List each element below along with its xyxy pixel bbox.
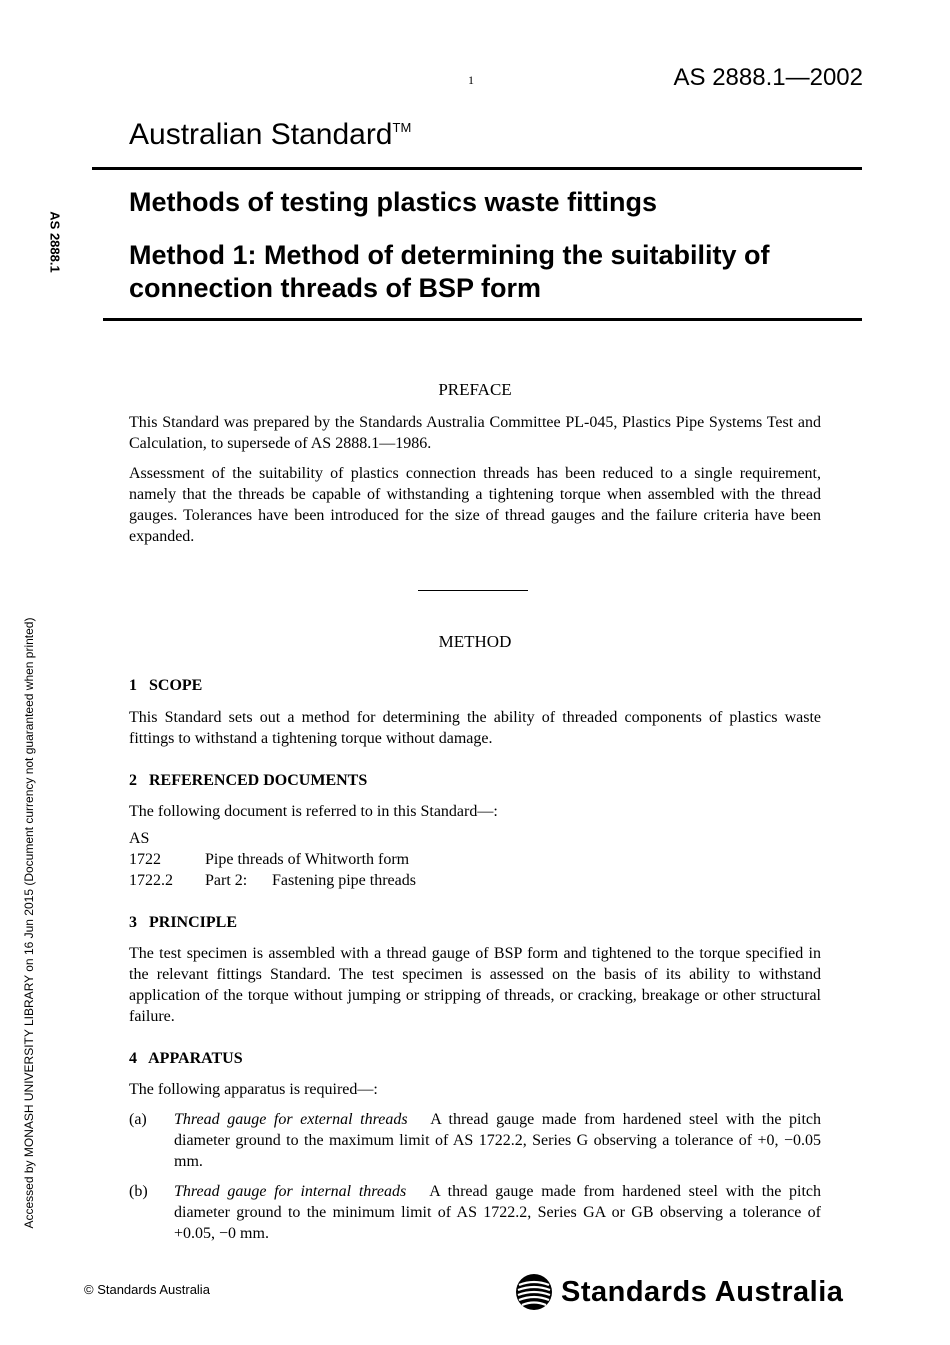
standard-type — [129, 118, 411, 152]
page-number: 1 — [468, 73, 474, 87]
apparatus-item — [129, 1109, 821, 1172]
section-heading-apparatus: 4 APPARATUS — [129, 1050, 243, 1067]
reference-title: Pipe threads of Whitworth form — [205, 851, 410, 868]
reference-title: Fastening pipe threads — [272, 872, 416, 889]
side-document-id: AS 2888.1 — [47, 211, 63, 273]
standards-australia-logo-icon — [515, 1273, 553, 1311]
item-text: A thread gauge made from hardened steel with the pitch diameter ground to the maximum limit of AS 1722.2, Series G observing a tolerance of +0, −0.05 mm. — [174, 1111, 822, 1170]
reference-code: 1722 — [129, 851, 161, 868]
preface-paragraph: This Standard was prepared by the Standards Australia Committee PL-045, Plastics Pipe Systems Test and Calculation, to supersede of AS 2888.1—1986. — [129, 414, 821, 452]
item-label: (a) — [129, 1111, 147, 1128]
trademark-mark: TM — [392, 120, 412, 135]
reference-row — [129, 870, 416, 891]
document-title: Methods of testing plastics waste fittings — [129, 187, 658, 217]
section-divider — [418, 590, 528, 591]
header-rule-top — [92, 167, 862, 170]
section-heading-references: 2 REFERENCED DOCUMENTS — [129, 772, 368, 789]
item-term: Thread gauge for internal threads — [174, 1183, 407, 1200]
logo-wordmark: Standards Australia — [561, 1275, 844, 1308]
document-id: AS 2888.1—2002 — [673, 64, 863, 91]
apparatus-item — [129, 1181, 821, 1244]
reference-part: Part 2: — [205, 872, 248, 889]
apparatus-intro: The following apparatus is required—: — [129, 1081, 378, 1098]
standard-type-label: Australian Standard — [129, 118, 393, 151]
principle-text: The test specimen is assembled with a thread gauge of BSP form and tightened to the torque specified in the relevant fittings Standard. The test specimen is assessed on the basis of its ability to withstand application of the torque without jumping or stripping of threads, or cracking, breakage or other structural failure. — [129, 945, 821, 1025]
standards-australia-logo — [515, 1273, 843, 1311]
access-note: Accessed by MONASH UNIVERSITY LIBRARY on 16 Jun 2015 (Document currency not guaranteed when printed) — [22, 617, 36, 1229]
scope-text: This Standard sets out a method for determining the ability of threaded components of plastics waste fittings to withstand a tightening torque without damage. — [129, 709, 821, 747]
copyright-notice: © Standards Australia — [84, 1282, 210, 1297]
method-heading: METHOD — [438, 632, 512, 651]
item-term: Thread gauge for external threads — [174, 1111, 408, 1128]
item-text: A thread gauge made from hardened steel with the pitch diameter ground to the minimum limit of AS 1722.2, Series GA or GB observing a tolerance of +0.05, −0 mm. — [174, 1183, 821, 1242]
references-label: AS — [129, 830, 150, 847]
references-intro: The following document is referred to in this Standard—: — [129, 803, 498, 820]
reference-row — [129, 849, 409, 870]
preface-paragraph: Assessment of the suitability of plastics connection threads has been reduced to a single requirement, namely that the threads be capable of withstanding a tightening torque when assembled with the thread gauges. Tolerances have been introduced for the size of thread gauges and the failure criteria have been expanded. — [129, 465, 821, 545]
document-subtitle: Method 1: Method of determining the suitability of connection threads of BSP form — [129, 240, 770, 303]
preface-heading: PREFACE — [438, 380, 512, 399]
section-heading-principle: 3 PRINCIPLE — [129, 914, 238, 931]
reference-code: 1722.2 — [129, 872, 173, 889]
header-rule-bottom — [103, 318, 862, 321]
item-label: (b) — [129, 1183, 148, 1200]
section-heading-scope: 1 SCOPE — [129, 677, 203, 694]
